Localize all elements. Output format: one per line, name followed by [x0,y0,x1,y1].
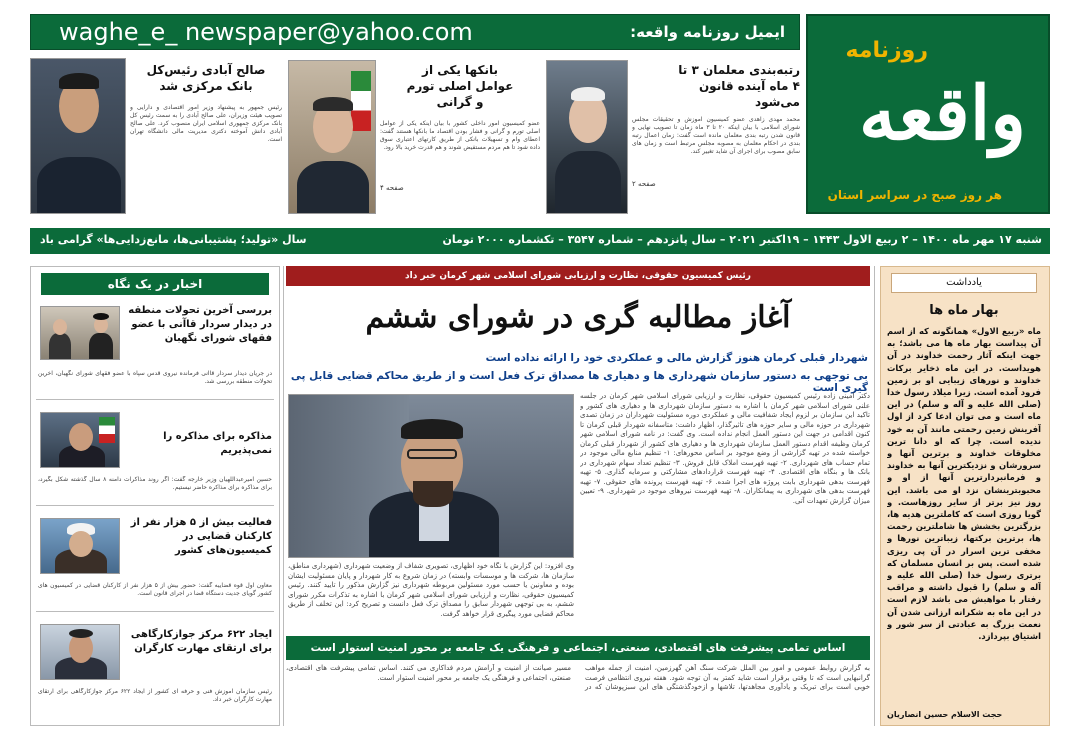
sidebar-item-body: رئیس سازمان آموزش فنی و حرفه ای کشور از ایجاد ۶۲۲ مرکز جوازکارگاهی برای ارتقای مهارت کارگران خبر داد. [38,688,272,703]
main-body-right: دکتر امینی زاده رئیس کمیسیون حقوقی، نظارت و ارزیابی شورای اسلامی شهر کرمان در جلسه علنی شورای اسلامی شهر کرمان با اشاره به دستور سازمان شهرداری ها و دهیاری های کشور و تاکید این سازمان بر لزوم ایجاد شفافیت مالی و عملکردی دوره مسئولیت شهرداران در زمان تصدی شهرداری در حوزه مالی و سایر حوزه های تاثیرگذار، اظهار داشت: متاسفانه شهردار قبلی کرمان تا کنون اقدامی در جهت این دستور العمل انجام نداده است. وی گفت: در نامه شورای اسلامی شهر کرمان وظیفه اقدام دستور العمل سازمان شهرداری ها و دهیاری های کشور از شهردار قبلی کرمان خواسته شده در تهیه گزارشی از وضع موجود بر اساس محورهای: ۱- تنظیم منابع مالی موجود در تمام حساب های شهرداری. ۲- تهیه فهرست املاک قابل فروش. ۳- تنظیم تعداد سهام شهرداری در بانک ها و بنگاه های اقتصادی. ۴- تهیه فهرست قراردادهای مشارکتی و سرمایه گذاری. ۵- تهیه فهرست بدهی شهرداری بابت پروژه های اجرا شده. ۶- تهیه فهرست پرونده های حقوقی. ۷- تهیه فهرست بدهی های شهرداری به پیمانکاران. ۸- تهیه فهرست نیروهای موجود در شهرداری. ۹- تعیین میزان گزارش تعهدات آتی. [580,392,870,505]
top-story-1-title: رتبه‌بندی معلمان ۳ تا ۴ ماه آینده قانون می‌شود [678,63,800,109]
top-story-1[interactable] [632,62,800,214]
top-story-2-photo [288,60,376,214]
bottom-headline[interactable]: اساس تمامی پیشرفت های اقتصادی، صنعتی، اجتماعی و فرهنگی یک جامعه بر محور امنیت استوار است [286,636,870,660]
sidebar-item-photo [40,306,120,360]
sidebar-item-body: حسین امیرعبداللهیان وزیر خارجه گفت: اگر روند مذاکرات دامنه ۸ سال گذشته شکل بگیرد، برای مذاکره برای مذاکره حاضر نیستیم. [38,476,272,491]
main-photo [288,394,574,558]
sidebar-item[interactable] [36,406,274,506]
logo-tagline: هر روز صبح در سراسر استان [827,188,1002,202]
top-story-3-title: صالح آبادی رئیس‌کل بانک مرکزی شد [146,63,266,93]
sidebar-item-body: معاون اول قوه قضاییه گفت: حضور بیش از ۵ هزار نفر از کارکنان قضایی در کمیسیون های کشور گویای جدیت دستگاه قضا در اجرای قانون است. [38,582,272,597]
logo-top-word: روزنامه [845,38,928,63]
note-title: بهار ماه ها [929,303,999,318]
sidebar-item-title: ایجاد ۶۲۲ مرکز جوازکارگاهی برای ارتقای مهارت کارگران [130,629,272,654]
email-address[interactable]: waghe_e_ newspaper@yahoo.com [59,18,473,46]
top-story-1-body: محمد مهدی زاهدی عضو کمیسیون آموزش و تحقیقات مجلس شورای اسلامی با بیان اینکه ۲۰ تا ۳ ماه زمان تا تصویب نهایی و قانون شدن رتبه بندی معلمان مانده است گفت: زمان اعمال رتبه بندی در احکام معلمان به مصوبه مجلس مرتبط است و زمان های سابق مصوب برای اجرای آن شاید تغییر کند. [632,116,800,155]
note-label: یادداشت [891,273,1037,293]
top-story-3-body: رئیس جمهور به پیشنهاد وزیر امور اقتصادی و دارایی و تصویب هیئت وزیران، علی صالح آبادی را به سمت رئیس کل بانک مرکزی جمهوری اسلامی ایران منصوب کرد. علی صالح آبادی دانش آموخته دکتری مدیریت مالی دانشگاه تهران است. [130,104,282,143]
logo-main-word: واقعه [858,71,1026,157]
sidebar-item-photo [40,412,120,468]
main-headline[interactable]: آغاز مطالبه گری در شورای ششم [365,300,791,335]
top-story-3[interactable] [130,62,282,214]
sidebar-item-title: مذاکره برای مذاکره را نمی‌پذیریم [163,431,272,456]
sidebar-item-title: فعالیت بیش از ۵ هزار نفر از کارکنان قضایی در کمیسیون‌های کشور [130,517,272,556]
note-body: ماه «ربیع الاول» همانگونه که از اسم آن پیداست بهار ماه ها می باشد؛ به جهت اینکه آثار رحمت خداوند در آن هویداست. در این ماه ذخایر برکات خداوند و نورهای زیبایی او بر زمین فرود آمده است. زیرا میلاد رسول خدا (صلی الله علیه و آله و سلم) در این ماه است و می توان ادعا کرد از اول آفرینش زمین رحمتی مانند آن به خود ندیده است. چرا که او دانا ترین مخلوقات خداوند و برترین آنها و سرورشان و نزدیکترین آنها به خداوند و فرمانبردارترین آنها از او و محبوبترینشان نزد او می باشد. این روز نیز برتر از سایر روزهاست. و گویا روزی است که کاملترین هدیه ها، بزرگترین بخشش ها شاملترین رحمت ها، برترین برکتها، زیباترین نورها و مخفی ترین اسرار در آن پی ریزی شده است. پس بر انسان مسلمان که برتری رسول خدا (صلی الله علیه و آله و سلم) را قبول داشته و مراقب رفتار با مواهبش می باشد لازم است در این ماه به شکرانه ارزانی شدن آن نعمت بزرگ به عبادتی از سر شور و اشتیاق بپردازد. [887,326,1041,642]
top-story-1-photo [546,60,628,214]
sidebar-item[interactable] [36,618,274,722]
sidebar-item-photo [40,624,120,680]
main-kicker: رئیس کمیسیون حقوقی، نظارت و ارزیابی شورای اسلامی شهر کرمان خبر داد [286,266,870,286]
sidebar-item-body: در جریان دیدار سردار قاآنی فرمانده نیروی قدس سپاه با عضو فقهای شورای نگهبان، آخرین تحولات منطقه بررسی شد. [38,370,272,385]
bottom-body: به گزارش روابط عمومی و امور بین الملل شرکت سنگ آهن گهرزمین، امنیت از جمله مواهب گرانبهایی است که تا وقتی برقرار است شاید کمتر به آن توجه شود. هفته نیروی انتظامی فرصت خوبی است برای تبریک و یادآوری مجاهدتها، تلاشها و ازخودگذشتگی های این سبزپوشان که در مسیر صیانت از امنیت و آرامش مردم فداکاری می کنند. اساس تمامی پیشرفت های اقتصادی، صنعتی، اجتماعی و فرهنگی یک جامعه بر محور امنیت استوار است. [286,664,870,691]
main-subhead-1: شهردار قبلی کرمان هنوز گزارش مالی و عملکردی خود را ارائه نداده است [485,352,868,364]
note-author: حجت الاسلام حسین انصاریان [887,710,1003,719]
email-label: ایمیل روزنامه واقعه: [630,23,785,41]
note-column [880,266,1050,726]
main-body-left: وی افزود: این گزارش با نگاه خود اظهاری، تصویری شفاف از وضعیت شهرداری (شهرداری مناطق، سازمان ها، شرکت ها و موسسات وابسته) در زمان شروع به کار شهردار و پایان مسئولیت ایشان بوده و معاونین یا حسب مورد مسئولین مربوطه شهرداری نیز گزارش مذکور را تایید کنند. رئیس کمیسیون حقوقی، نظارت و ارزیابی شورای اسلامی شهر کرمان با اشاره به تذکرات مکرر شورای ششم، به بی توجهی شهردار سابق را مصداق ترک فعل دانست و تصریح کرد: این تخلف از طریق محاکم قضایی مورد پیگیری قرار خواهد گرفت. [288,562,574,618]
sidebar-header: اخبار در یک نگاه [41,273,269,295]
sidebar-item[interactable] [36,512,274,612]
email-bar [30,14,800,50]
top-story-2-page: صفحه ۴ [380,184,404,192]
issue-date: شنبه ۱۷ مهر ماه ۱۴۰۰ – ۲ ربیع الاول ۱۴۴۳ – ۱۹اکتبر ۲۰۲۱ – سال پانزدهم – شماره ۳۵۴۷ – تکشماره ۲۰۰۰ تومان [442,233,1042,246]
top-story-3-photo [30,58,126,214]
sidebar-item-photo [40,518,120,574]
top-story-2-title: بانکها یکی از عوامل اصلی تورم و گرانی [406,63,514,109]
top-story-1-page: صفحه ۲ [632,180,656,188]
top-story-2[interactable] [380,62,540,214]
sidebar-item[interactable] [36,300,274,400]
year-slogan: سال «تولید؛ پشتیبانی‌ها، مانع‌زدایی‌ها» گرامی باد [40,233,307,246]
sidebar-item-title: بررسی آخرین تحولات منطقه در دیدار سردار قاآنی با عضو فقهای شورای نگهبان [128,305,272,344]
top-story-2-body: عضو کمیسیون امور داخلی کشور با بیان اینکه یکی از عوامل اصلی تورم و گرانی و فشار بودن اقتصاد ما بانکها هستند گفت: اعطای وام و تسهیلات بانکی از طریق کارتهای اعتباری سوق داده شود تا هم مردم مستفیض شوند و هم قدرت خرید بالا رود. [380,120,540,151]
dateline-bar [30,228,1050,254]
newspaper-logo [806,14,1050,214]
main-subhead-2: بی توجهی به دستور سازمان شهرداری ها و دهیاری ها مصداق ترک فعل است و از طریق محاکم قضایی قابل پی گیری است [290,370,868,394]
